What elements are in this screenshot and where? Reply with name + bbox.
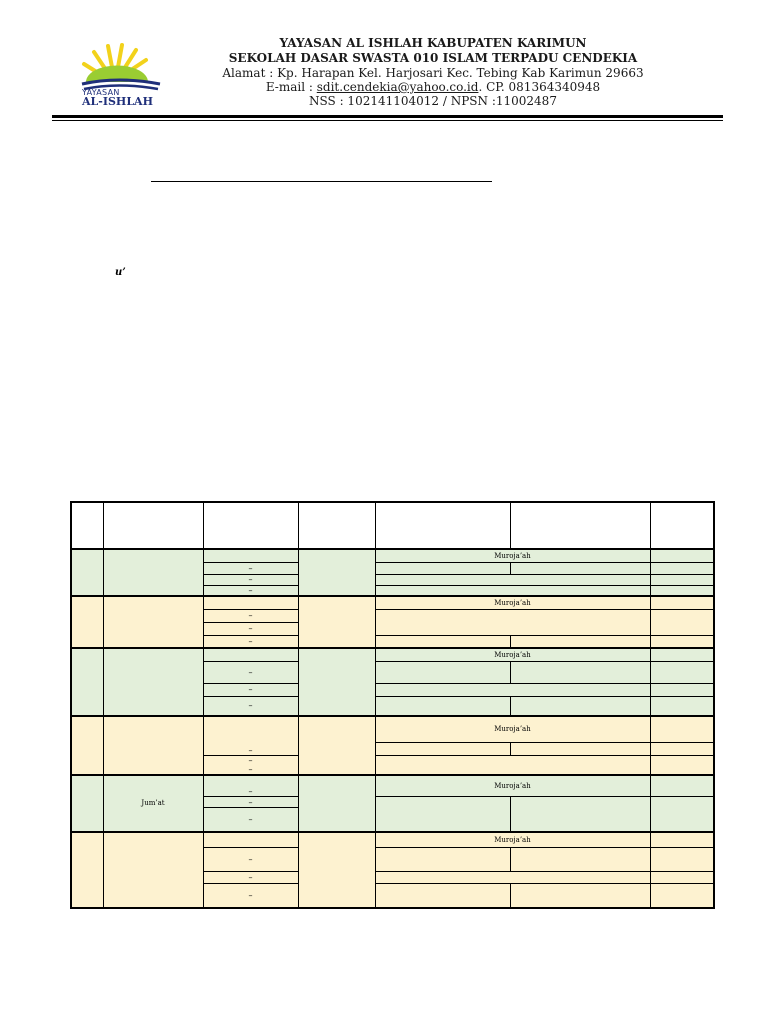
day-number-cell [71, 596, 103, 648]
header-cell [375, 502, 510, 549]
activity-cell [375, 635, 510, 648]
header-cell [203, 502, 298, 549]
note-cell [650, 635, 714, 648]
table-header-row [71, 502, 714, 549]
muroja-cell: Muroja’ah [375, 596, 650, 609]
time-cell [203, 832, 298, 848]
day-cell [103, 716, 203, 775]
note-cell [650, 832, 714, 848]
class-cell [298, 648, 375, 716]
note-cell [650, 596, 714, 609]
time-cell: – [203, 775, 298, 797]
day-cell [103, 648, 203, 716]
time-cell [203, 549, 298, 562]
muroja-cell: Muroja’ah [375, 832, 650, 848]
activity-cell [375, 609, 650, 635]
activity-cell [375, 562, 510, 574]
header-cell [650, 502, 714, 549]
text-fragment: u’ [115, 267, 126, 278]
muroja-cell: Muroja’ah [375, 716, 650, 742]
material-cell [510, 848, 650, 872]
time-cell: – [203, 797, 298, 808]
day-cell [103, 549, 203, 596]
material-cell [510, 696, 650, 716]
note-cell [650, 848, 714, 872]
note-cell [650, 755, 714, 775]
note-cell [650, 742, 714, 755]
time-cell: – [203, 635, 298, 648]
day-number-cell [71, 716, 103, 775]
time-cell: – [203, 562, 298, 574]
time-cell [203, 755, 298, 775]
time-cell: – [203, 609, 298, 622]
day-number-cell [71, 775, 103, 832]
class-cell [298, 832, 375, 908]
table-row [71, 832, 714, 848]
time-cell [203, 596, 298, 609]
table-row [71, 716, 714, 742]
time-cell: – [203, 585, 298, 596]
material-cell [510, 884, 650, 908]
activity-cell [375, 872, 650, 884]
phone-text: . CP. 081364340948 [478, 80, 601, 94]
class-cell [298, 549, 375, 596]
note-cell [650, 683, 714, 696]
logo-text-yayasan: YAYASAN [82, 88, 120, 97]
table-row [71, 596, 714, 609]
day-cell-jumat: Jum’at [103, 775, 203, 832]
school-address: Alamat : Kp. Harapan Kel. Harjosari Kec. Tebing Kab Karimun 29663 [222, 66, 644, 80]
note-cell [650, 884, 714, 908]
day-number-cell [71, 549, 103, 596]
class-cell [298, 596, 375, 648]
note-cell [650, 661, 714, 683]
header-cell [298, 502, 375, 549]
time-cell: – [203, 661, 298, 683]
schedule-table [70, 501, 715, 909]
nss-npsn: NSS : 102141104012 / NPSN :11002487 [309, 94, 557, 108]
note-cell [650, 562, 714, 574]
activity-cell [375, 683, 650, 696]
header-cell [510, 502, 650, 549]
muroja-cell: Muroja’ah [375, 775, 650, 797]
note-cell [650, 775, 714, 797]
activity-cell [375, 884, 510, 908]
muroja-cell: Muroja’ah [375, 549, 650, 562]
activity-cell [375, 574, 650, 585]
material-cell [510, 562, 650, 574]
time-cell: – [203, 848, 298, 872]
day-cell [103, 832, 203, 908]
contact-line [150, 80, 716, 94]
time-cell: – [203, 574, 298, 585]
note-cell [650, 585, 714, 596]
activity-cell [375, 742, 510, 755]
email-label: E-mail : [265, 80, 317, 94]
header-cell [71, 502, 103, 549]
muroja-cell: Muroja’ah [375, 648, 650, 661]
logo-text-alishlah: AL-ISHLAH [82, 95, 153, 108]
table-row [71, 549, 714, 562]
activity-cell [375, 848, 510, 872]
note-cell [650, 549, 714, 562]
school-name: SEKOLAH DASAR SWASTA 010 ISLAM TERPADU CENDEKIA [228, 51, 638, 65]
time-cell: – [203, 696, 298, 716]
header-cell [103, 502, 203, 549]
day-number-cell [71, 648, 103, 716]
note-cell [650, 872, 714, 884]
note-cell [650, 797, 714, 832]
dash-mark: – [248, 764, 253, 774]
dash-mark: – [248, 755, 253, 765]
title-underline [151, 181, 492, 182]
table-row [71, 775, 714, 797]
email-link[interactable]: sdit.cendekia@yahoo.co.id [316, 80, 479, 94]
time-cell [203, 648, 298, 661]
note-cell [650, 696, 714, 716]
time-cell: – [203, 884, 298, 908]
time-cell: – [203, 808, 298, 832]
activity-cell [375, 585, 650, 596]
activity-cell [375, 696, 510, 716]
letterhead-rule-thin [52, 120, 723, 121]
time-cell: – [203, 872, 298, 884]
material-cell [510, 661, 650, 683]
time-cell: – [203, 716, 298, 755]
note-cell [650, 609, 714, 635]
time-cell: – [203, 622, 298, 635]
material-cell [510, 635, 650, 648]
table-row [71, 648, 714, 661]
activity-cell [375, 661, 510, 683]
class-cell [298, 716, 375, 775]
material-cell [510, 742, 650, 755]
foundation-name: YAYASAN AL ISHLAH KABUPATEN KARIMUN [279, 36, 587, 50]
material-cell [510, 797, 650, 832]
note-cell [650, 648, 714, 661]
day-number-cell [71, 832, 103, 908]
activity-cell [375, 755, 650, 775]
letterhead-rule-thick [52, 115, 723, 118]
day-cell [103, 596, 203, 648]
note-cell [650, 716, 714, 742]
note-cell [650, 574, 714, 585]
activity-cell [375, 797, 510, 832]
time-cell: – [203, 683, 298, 696]
class-cell [298, 775, 375, 832]
